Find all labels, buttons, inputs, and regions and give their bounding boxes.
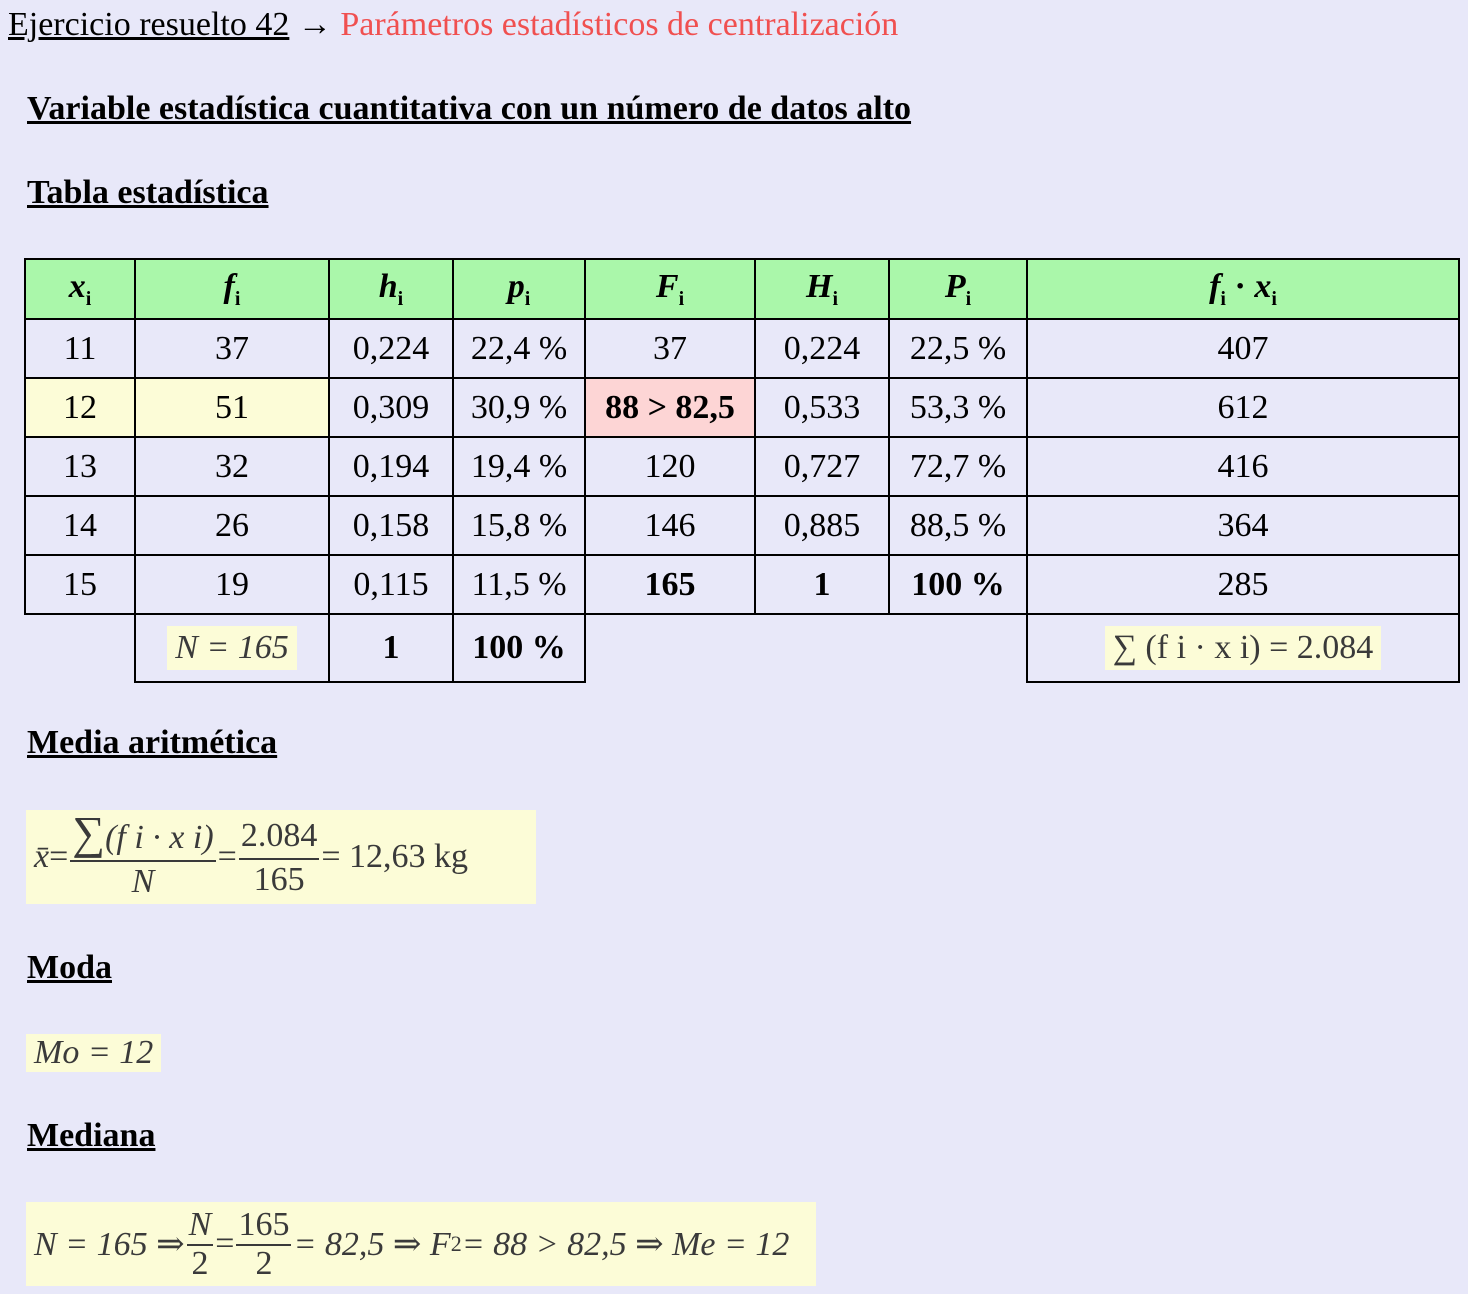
empty-cell xyxy=(755,614,889,682)
cell-pi: 30,9 % xyxy=(453,378,585,437)
empty-cell xyxy=(585,614,755,682)
cell-pi: 15,8 % xyxy=(453,496,585,555)
cell-Pi: 53,3 % xyxy=(889,378,1027,437)
mediana-title: Mediana xyxy=(27,1117,156,1154)
header-pi: $p_i$ xyxy=(453,259,585,319)
cell-pi: 11,5 % xyxy=(453,555,585,614)
equals-sign: = xyxy=(49,838,69,875)
table-row xyxy=(25,555,1459,614)
cell-Pi-total: 100 % xyxy=(889,555,1027,614)
header-Pi: $P_i$ xyxy=(889,259,1027,319)
cell-Pi: 88,5 % xyxy=(889,496,1027,555)
total-N-cell xyxy=(135,614,329,682)
moda-title: Moda xyxy=(27,949,112,986)
cell-fi: 37 xyxy=(135,319,329,378)
total-sum-cell xyxy=(1027,614,1459,682)
equals-sign: = xyxy=(217,838,237,875)
cell-Hi: 0,224 xyxy=(755,319,889,378)
header-fi: $f_i$ xyxy=(135,259,329,319)
header-fi-xi: $f_i \cdot x_i$ xyxy=(1027,259,1459,319)
cell-fixi: 364 xyxy=(1027,496,1459,555)
cell-Hi-total: 1 xyxy=(755,555,889,614)
total-p: 100 % xyxy=(453,614,585,682)
cell-fixi: 612 xyxy=(1027,378,1459,437)
media-den2: 165 xyxy=(253,861,305,898)
cell-hi: 0,309 xyxy=(329,378,453,437)
cell-xi: 14 xyxy=(25,496,135,555)
breadcrumb-topic: Parámetros estadísticos de centralización xyxy=(340,6,899,43)
cell-fi: 26 xyxy=(135,496,329,555)
media-den1: N xyxy=(131,862,155,900)
cell-fi-mode: 51 xyxy=(135,378,329,437)
cell-hi: 0,158 xyxy=(329,496,453,555)
breadcrumb-arrow: → xyxy=(297,6,332,43)
cell-xi: 15 xyxy=(25,555,135,614)
mediana-sub: 2 xyxy=(450,1231,462,1256)
moda-formula: Mo = 12 xyxy=(26,1034,161,1072)
cell-Pi: 72,7 % xyxy=(889,437,1027,496)
totals-row xyxy=(25,614,1459,682)
cell-Hi: 0,533 xyxy=(755,378,889,437)
cell-Fi: 37 xyxy=(585,319,755,378)
cell-hi: 0,194 xyxy=(329,437,453,496)
mediana-fraction-1: $\frac{N}{2}$ xyxy=(188,1206,212,1282)
mediana-part1: N = 165 ⇒ xyxy=(34,1226,185,1263)
media-num2: 2.084 xyxy=(239,814,320,860)
table-section-title: Tabla estadística xyxy=(27,174,269,211)
media-title: Media aritmética xyxy=(27,724,278,761)
table-row xyxy=(25,319,1459,378)
total-N: N = 165 xyxy=(167,626,297,670)
table-header-row xyxy=(25,259,1459,319)
cell-xi: 11 xyxy=(25,319,135,378)
cell-Pi: 22,5 % xyxy=(889,319,1027,378)
header-hi: $h_i$ xyxy=(329,259,453,319)
cell-xi: 13 xyxy=(25,437,135,496)
cell-Fi-total: 165 xyxy=(585,555,755,614)
table-row xyxy=(25,378,1459,437)
empty-cell xyxy=(889,614,1027,682)
cell-pi: 22,4 % xyxy=(453,319,585,378)
page-title: Variable estadística cuantitativa con un número de datos alto xyxy=(27,90,912,127)
cell-Fi: 146 xyxy=(585,496,755,555)
mediana-part2: = 82,5 ⇒ F xyxy=(293,1226,451,1263)
table-row xyxy=(25,437,1459,496)
cell-Hi: 0,727 xyxy=(755,437,889,496)
table-row xyxy=(25,496,1459,555)
total-h: 1 xyxy=(329,614,453,682)
cell-xi-mode: 12 xyxy=(25,378,135,437)
breadcrumb xyxy=(8,6,898,44)
media-result: = 12,63 kg xyxy=(321,838,469,875)
total-sum: ∑ (f i · x i) = 2.084 xyxy=(1105,626,1382,670)
header-Hi: $H_i$ xyxy=(755,259,889,319)
media-num1: (f i · x i) xyxy=(105,818,214,856)
mediana-part3: = 88 > 82,5 ⇒ Me = 12 xyxy=(461,1226,790,1263)
header-Fi: $F_i$ xyxy=(585,259,755,319)
breadcrumb-link[interactable]: Ejercicio resuelto 42 xyxy=(8,6,290,43)
cell-fixi: 416 xyxy=(1027,437,1459,496)
statistics-table xyxy=(24,258,1460,683)
media-formula xyxy=(26,806,536,904)
cell-Hi: 0,885 xyxy=(755,496,889,555)
cell-fi: 19 xyxy=(135,555,329,614)
media-lhs: x̄ xyxy=(34,838,50,875)
mediana-formula: N = 165 ⇒ $\frac{N}{2}$ = $\frac{165}{2}$ = 82,5 ⇒ F 2 = 88 > 82,5 ⇒ Me = 12 xyxy=(26,1202,816,1286)
cell-fi: 32 xyxy=(135,437,329,496)
cell-hi: 0,224 xyxy=(329,319,453,378)
sigma-symbol: ∑ xyxy=(72,806,106,858)
empty-cell xyxy=(25,614,135,682)
cell-pi: 19,4 % xyxy=(453,437,585,496)
cell-Fi: 120 xyxy=(585,437,755,496)
header-xi: $x_i$ xyxy=(25,259,135,319)
media-fraction-1 xyxy=(70,806,215,902)
cell-fixi: 407 xyxy=(1027,319,1459,378)
cell-Fi-median: 88 > 82,5 xyxy=(585,378,755,437)
cell-fixi: 285 xyxy=(1027,555,1459,614)
media-fraction-2 xyxy=(239,814,320,900)
cell-hi: 0,115 xyxy=(329,555,453,614)
mediana-fraction-2: $\frac{165}{2}$ xyxy=(238,1206,290,1282)
